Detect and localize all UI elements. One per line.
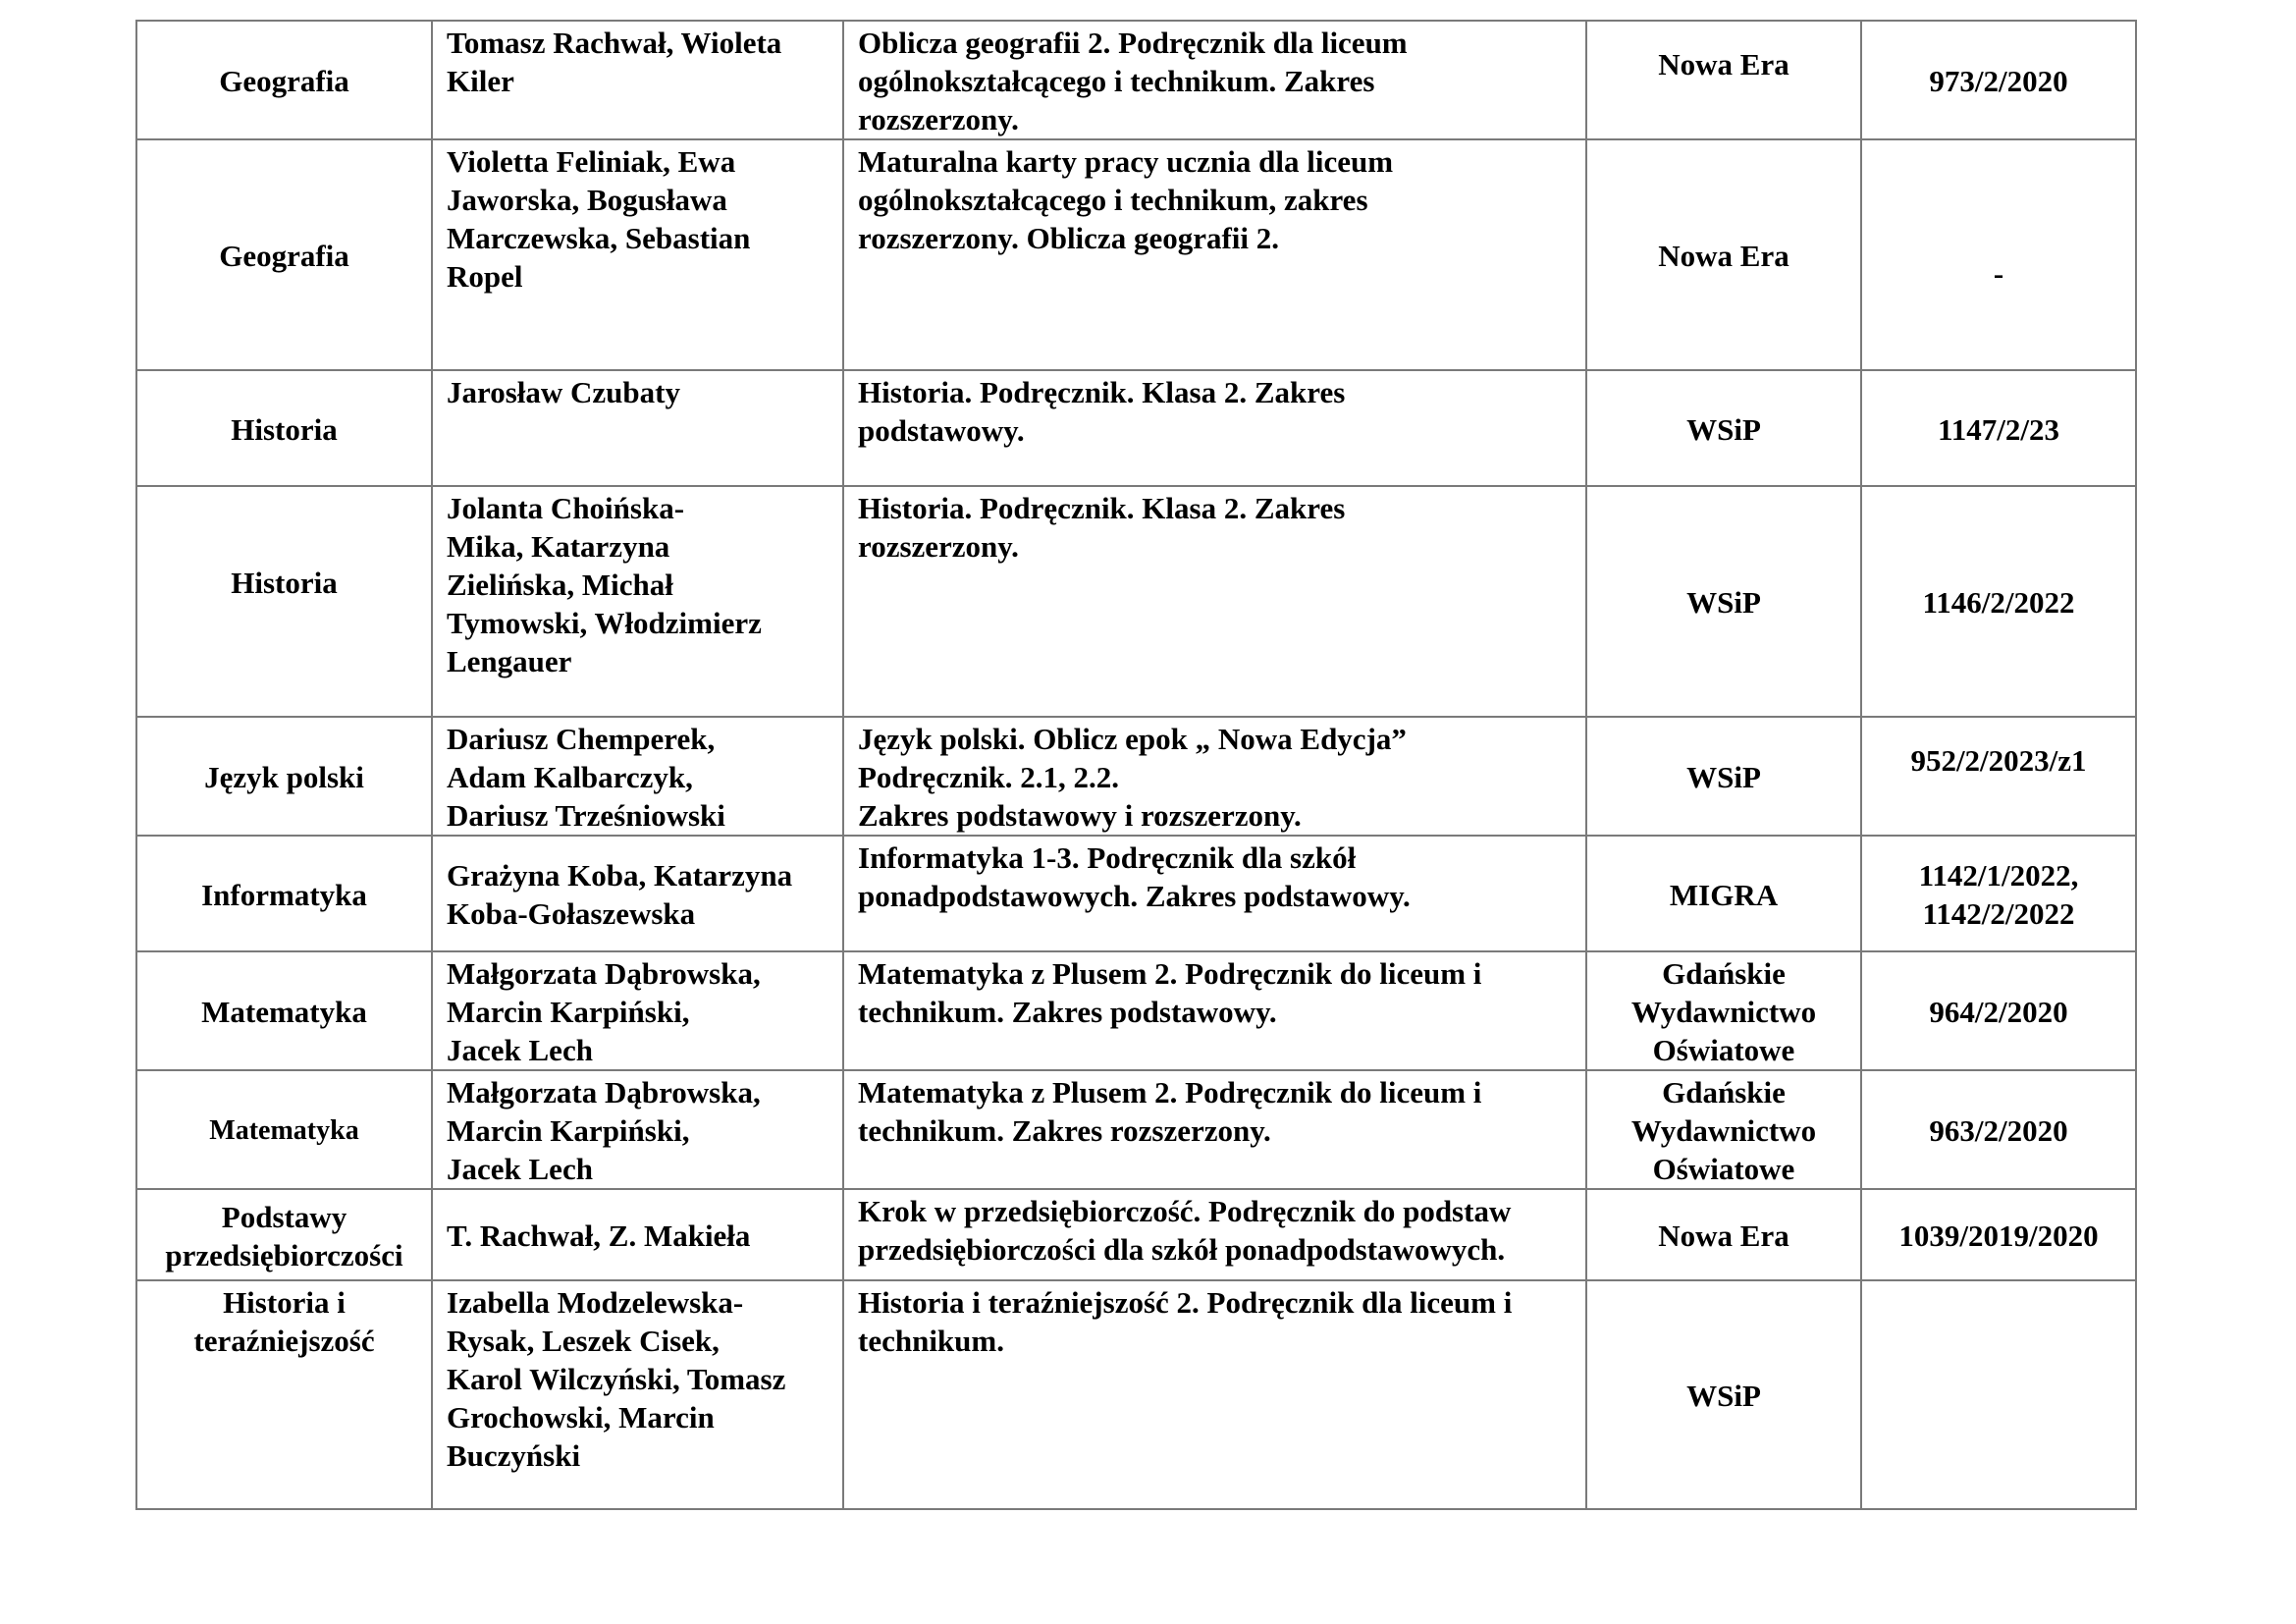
title-line: Maturalna karty pracy ucznia dla liceum: [858, 144, 1394, 179]
title-line: technikum. Zakres podstawowy.: [858, 995, 1277, 1029]
authors-line: Grażyna Koba, Katarzyna: [447, 858, 793, 893]
authors-line: Marczewska, Sebastian: [447, 221, 751, 255]
authors-cell: [432, 370, 843, 486]
authors-line: Marcin Karpiński,: [447, 1113, 690, 1148]
authors-cell: [432, 717, 843, 836]
authors-line: Izabella Modzelewska-: [447, 1285, 744, 1320]
publisher-cell: WSiP: [1586, 486, 1861, 717]
authors-line: Rysak, Leszek Cisek,: [447, 1324, 720, 1358]
subject-cell: Informatyka: [136, 836, 432, 951]
approval-number-cell: -: [1861, 139, 2136, 370]
title-line: Podręcznik. 2.1, 2.2.: [858, 760, 1120, 794]
title-line: technikum.: [858, 1324, 1004, 1358]
table-row: [136, 486, 2136, 717]
subject-line: teraźniejszość: [193, 1324, 375, 1358]
publisher-cell: WSiP: [1586, 1280, 1861, 1509]
table-row: [136, 370, 2136, 486]
table-row: [136, 1070, 2136, 1189]
textbook-table: [135, 20, 2137, 1510]
authors-line: Jolanta Choińska-: [447, 491, 685, 525]
authors-line: Violetta Feliniak, Ewa: [447, 144, 736, 179]
title-cell: [843, 21, 1586, 139]
title-cell: [843, 486, 1586, 717]
publisher-line: Wydawnictwo: [1630, 995, 1817, 1029]
publisher-cell: WSiP: [1586, 370, 1861, 486]
subject-line: Historia i: [223, 1285, 346, 1320]
title-line: Matematyka z Plusem 2. Podręcznik do liceum i: [858, 1075, 1482, 1110]
authors-line: Buczyński: [447, 1438, 581, 1473]
authors-line: Dariusz Chemperek,: [447, 722, 716, 756]
approval-number-cell: 1039/2019/2020: [1861, 1189, 2136, 1280]
authors-line: Dariusz Trześniowski: [447, 798, 725, 833]
approval-number-cell: [1861, 836, 2136, 951]
title-line: Historia. Podręcznik. Klasa 2. Zakres: [858, 491, 1346, 525]
publisher-line: Gdańskie: [1662, 1075, 1786, 1110]
title-line: rozszerzony.: [858, 529, 1019, 564]
title-cell: [843, 1280, 1586, 1509]
table-row: [136, 951, 2136, 1070]
title-line: Matematyka z Plusem 2. Podręcznik do liceum i: [858, 956, 1482, 991]
publisher-cell: [1586, 951, 1861, 1070]
authors-line: Ropel: [447, 259, 523, 294]
publisher-cell: [1586, 1070, 1861, 1189]
authors-line: Tomasz Rachwał, Wioleta: [447, 26, 782, 60]
subject-cell: Matematyka: [136, 951, 432, 1070]
title-cell: [843, 717, 1586, 836]
title-line: rozszerzony. Oblicza geografii 2.: [858, 221, 1280, 255]
subject-cell: Historia: [136, 486, 432, 717]
authors-line: Jarosław Czubaty: [447, 375, 680, 409]
table-row: [136, 717, 2136, 836]
approval-number-cell: 973/2/2020: [1861, 21, 2136, 139]
authors-line: Jacek Lech: [447, 1152, 593, 1186]
title-line: Informatyka 1-3. Podręcznik dla szkół: [858, 840, 1357, 875]
publisher-line: Gdańskie: [1662, 956, 1786, 991]
table-row: [136, 1189, 2136, 1280]
publisher-cell: MIGRA: [1586, 836, 1861, 951]
subject-cell: Matematyka: [136, 1070, 432, 1189]
authors-cell: [432, 139, 843, 370]
approval-number-cell: 1146/2/2022: [1861, 486, 2136, 717]
authors-line: Jacek Lech: [447, 1033, 593, 1067]
title-cell: [843, 139, 1586, 370]
authors-cell: [432, 1189, 843, 1280]
subject-cell: Historia: [136, 370, 432, 486]
subject-cell: Geografia: [136, 21, 432, 139]
title-cell: [843, 836, 1586, 951]
title-line: przedsiębiorczości dla szkół ponadpodstawowych.: [858, 1232, 1506, 1267]
authors-line: Adam Kalbarczyk,: [447, 760, 693, 794]
authors-line: Mika, Katarzyna: [447, 529, 670, 564]
title-cell: [843, 951, 1586, 1070]
title-line: rozszerzony.: [858, 102, 1019, 136]
approval-number-cell: 952/2/2023/z1: [1861, 717, 2136, 836]
authors-line: Marcin Karpiński,: [447, 995, 690, 1029]
title-line: Zakres podstawowy i rozszerzony.: [858, 798, 1302, 833]
approval-number-cell: 964/2/2020: [1861, 951, 2136, 1070]
table-row: [136, 21, 2136, 139]
title-line: podstawowy.: [858, 413, 1025, 448]
subject-cell: Język polski: [136, 717, 432, 836]
title-line: Historia. Podręcznik. Klasa 2. Zakres: [858, 375, 1346, 409]
approval-number-line: 1142/1/2022,: [1918, 858, 2079, 893]
publisher-cell: WSiP: [1586, 717, 1861, 836]
title-line: ogólnokształcącego i technikum. Zakres: [858, 64, 1375, 98]
subject-cell: [136, 1280, 432, 1509]
authors-line: Zielińska, Michał: [447, 568, 673, 602]
table-row: [136, 836, 2136, 951]
title-cell: [843, 1189, 1586, 1280]
authors-line: Grochowski, Marcin: [447, 1400, 715, 1435]
table-row: [136, 139, 2136, 370]
authors-line: Małgorzata Dąbrowska,: [447, 1075, 761, 1110]
publisher-cell: Nowa Era: [1586, 1189, 1861, 1280]
title-line: Historia i teraźniejszość 2. Podręcznik dla liceum i: [858, 1285, 1513, 1320]
title-line: ogólnokształcącego i technikum, zakres: [858, 183, 1368, 217]
title-line: Oblicza geografii 2. Podręcznik dla liceum: [858, 26, 1408, 60]
subject-line: przedsiębiorczości: [165, 1237, 403, 1272]
publisher-line: Wydawnictwo: [1630, 1113, 1817, 1148]
authors-cell: [432, 836, 843, 951]
authors-cell: [432, 951, 843, 1070]
title-line: ponadpodstawowych. Zakres podstawowy.: [858, 879, 1411, 913]
authors-line: Koba-Gołaszewska: [447, 896, 696, 931]
subject-cell: [136, 1189, 432, 1280]
authors-line: Małgorzata Dąbrowska,: [447, 956, 761, 991]
authors-line: T. Rachwał, Z. Makieła: [447, 1218, 751, 1253]
authors-line: Lengauer: [447, 644, 572, 678]
subject-line: Podstawy: [221, 1199, 347, 1234]
subject-cell: Geografia: [136, 139, 432, 370]
publisher-line: Oświatowe: [1652, 1152, 1795, 1186]
title-cell: [843, 1070, 1586, 1189]
publisher-cell: Nowa Era: [1586, 139, 1861, 370]
publisher-line: Oświatowe: [1652, 1033, 1795, 1067]
publisher-cell: Nowa Era: [1586, 21, 1861, 139]
authors-line: Kiler: [447, 64, 514, 98]
approval-number-cell: [1861, 1280, 2136, 1509]
title-line: Język polski. Oblicz epok „ Nowa Edycja”: [858, 722, 1407, 756]
authors-line: Jaworska, Bogusława: [447, 183, 727, 217]
approval-number-cell: 963/2/2020: [1861, 1070, 2136, 1189]
table-row: [136, 1280, 2136, 1509]
authors-cell: [432, 1280, 843, 1509]
authors-cell: [432, 1070, 843, 1189]
approval-number-line: 1142/2/2022: [1922, 896, 2075, 931]
title-cell: [843, 370, 1586, 486]
authors-line: Tymowski, Włodzimierz: [447, 606, 762, 640]
authors-line: Karol Wilczyński, Tomasz: [447, 1362, 786, 1396]
approval-number-cell: 1147/2/23: [1861, 370, 2136, 486]
title-line: Krok w przedsiębiorczość. Podręcznik do podstaw: [858, 1194, 1512, 1228]
title-line: technikum. Zakres rozszerzony.: [858, 1113, 1271, 1148]
authors-cell: [432, 21, 843, 139]
authors-cell: [432, 486, 843, 717]
